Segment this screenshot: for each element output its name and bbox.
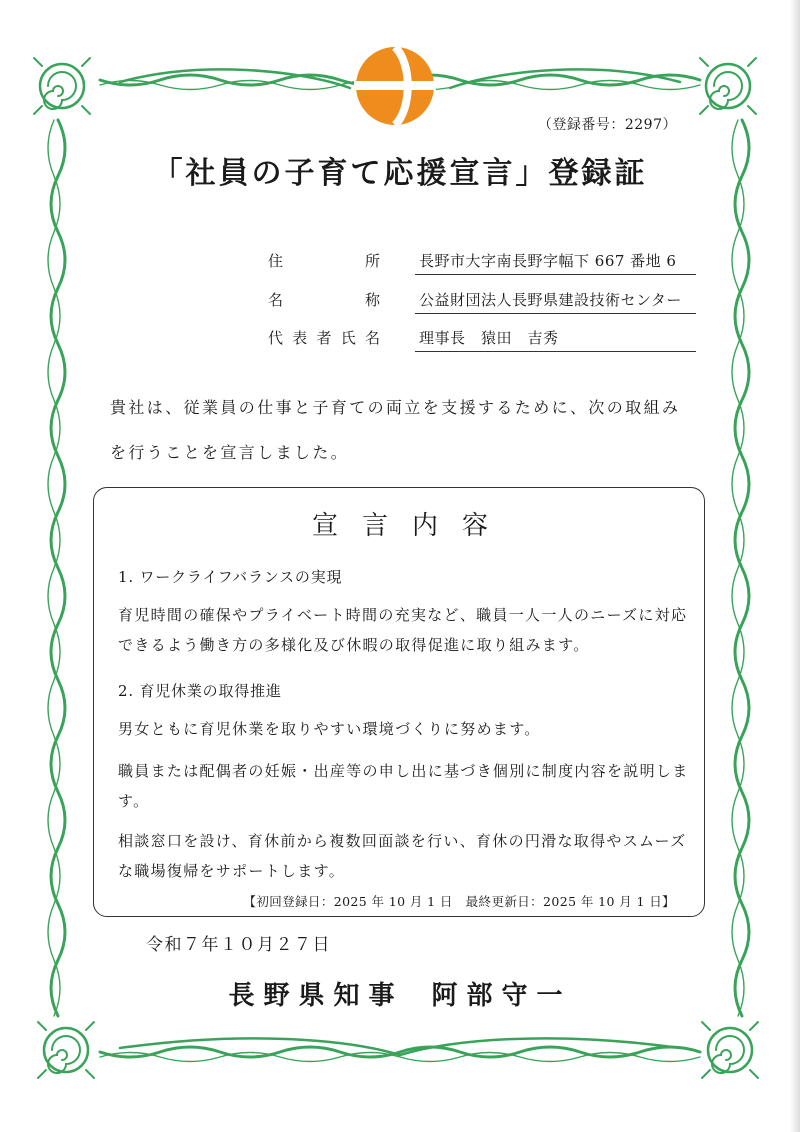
registration-dates: 【初回登録日：2025 年 10 月 1 日 最終更新日：2025 年 10 月 1 日】 [243, 894, 675, 909]
label-text: 代 表 者 氏 名 [268, 329, 380, 347]
name-row [268, 284, 696, 314]
certificate-title: 「社員の子育て応援宣言」登録証 [152, 156, 648, 191]
section-1-line-1: 育児時間の確保やプライベート時間の充実など、職員一人一人のニーズに対応 [118, 606, 688, 624]
label-text: 住 所 [268, 252, 380, 270]
left-vine-main [51, 120, 65, 1016]
section-1-line-2: できるよう働き方の多様化及び休暇の取得促進に取り組みます。 [118, 636, 590, 654]
issuer-name: 阿部守一 [431, 981, 572, 1011]
address-label [268, 250, 380, 271]
top-left-corner-leaves [34, 58, 90, 114]
address-row [268, 245, 696, 275]
section-2-line-3: す。 [118, 792, 150, 810]
top-right-corner-leaves [700, 58, 756, 114]
label-text: 名 称 [268, 291, 380, 309]
section-2-line-2: 職員または配偶者の妊娠・出産等の申し出に基づき個別に制度内容を説明しま [118, 762, 689, 780]
representative-row [268, 322, 696, 352]
address-value: 長野市大字南長野字幅下 667 番地 6 [415, 250, 696, 275]
section-2-line-5: な職場復帰をサポートします。 [118, 862, 346, 880]
registration-number: （登録番号：2297） [537, 117, 677, 133]
right-vine-main [735, 120, 749, 1016]
representative-value: 理事長 猿田 吉秀 [415, 327, 696, 352]
issuer-title: 長野県知事 [228, 981, 404, 1011]
declaration-heading: 宣言内容 [311, 511, 512, 541]
bottom-left-corner-leaves [38, 1022, 94, 1078]
section-2-title: 2. 育児休業の取得推進 [118, 682, 282, 700]
section-2-line-4: 相談窓口を設け、育休前から複数回面談を行い、育休の円滑な取得やスムーズ [118, 832, 687, 850]
name-value: 公益財団法人長野県建設技術センター [415, 289, 696, 314]
bottom-right-corner-leaves [702, 1022, 758, 1078]
section-2-line-1: 男女ともに育児休業を取りやすい環境づくりに努めます。 [118, 720, 541, 738]
issuer-signature [0, 975, 800, 1012]
declaration-box [93, 487, 705, 917]
section-1-title: 1. ワークライフバランスの実現 [118, 568, 343, 586]
intro-line-2: を行うことを宣言しました。 [110, 443, 350, 462]
orange-globe-logo-icon [354, 45, 436, 127]
representative-label [268, 327, 380, 348]
name-label [268, 289, 380, 310]
issue-date: 令和７年１０月２７日 [146, 935, 331, 955]
intro-line-1: 貴社は、従業員の仕事と子育ての両立を支援するために、次の取組み [110, 398, 681, 417]
